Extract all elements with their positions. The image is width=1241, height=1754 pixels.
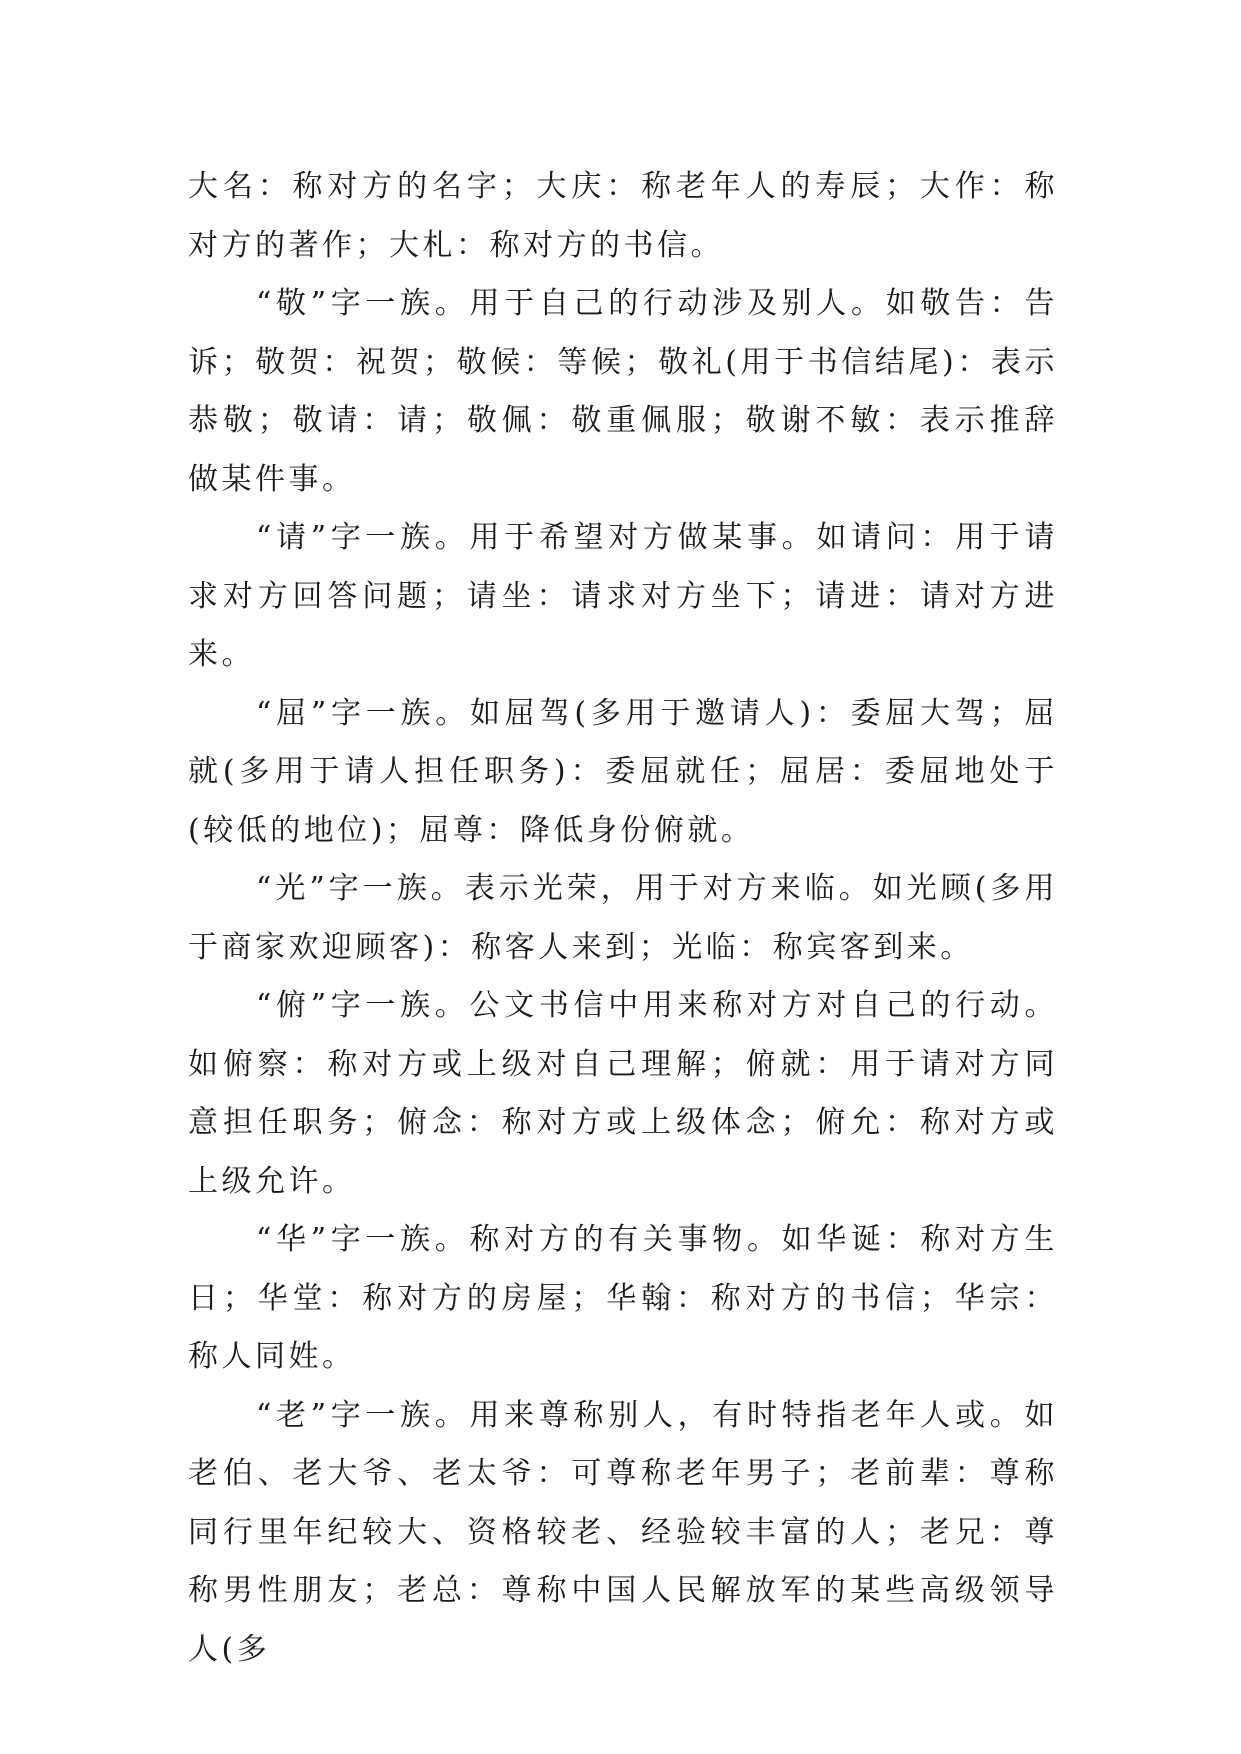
paragraph-lao-words: “老”字一族。用来尊称别人，有时特指老年人或。如老伯、老大爷、老太爷：可尊称老年男子；老前辈：尊称同行里年纪较大、资格较老、经验较丰富的人；老兄：尊称男性朋友；老总：尊称中国人民解放军的某些高级领导人(多 (188, 1397, 1058, 1667)
paragraph-guang-words: “光”字一族。表示光荣，用于对方来临。如光顾(多用于商家欢迎顾客)：称客人来到；光临：称宾客到来。 (188, 871, 1058, 965)
paragraph-qing-words: “请”字一族。用于希望对方做某事。如请问：用于请求对方回答问题；请坐：请求对方坐下；请进：请对方进来。 (188, 520, 1058, 672)
paragraph-hua-words: “华”字一族。称对方的有关事物。如华诞：称对方生日；华堂：称对方的房屋；华翰：称对方的书信；华宗：称人同姓。 (188, 1222, 1058, 1374)
paragraph-jing-words: “敬”字一族。用于自己的行动涉及别人。如敬告：告诉；敬贺：祝贺；敬候：等候；敬礼(用于书信结尾)：表示恭敬；敬请：请；敬佩：敬重佩服；敬谢不敏：表示推辞做某件事。 (188, 286, 1058, 497)
paragraph-da-words: 大名：称对方的名字；大庆：称老年人的寿辰；大作：称对方的著作；大札：称对方的书信。 (188, 169, 1058, 263)
document-body (188, 158, 1058, 1679)
paragraph-qu-words: “屈”字一族。如屈驾(多用于邀请人)：委屈大驾；屈就(多用于请人担任职务)：委屈就任；屈居：委屈地处于(较低的地位)；屈尊：降低身份俯就。 (188, 695, 1058, 848)
paragraph-fu-words: “俯”字一族。公文书信中用来称对方对自己的行动。如俯察：称对方或上级对自己理解；俯就：用于请对方同意担任职务；俯念：称对方或上级体念；俯允：称对方或上级允许。 (188, 988, 1058, 1199)
